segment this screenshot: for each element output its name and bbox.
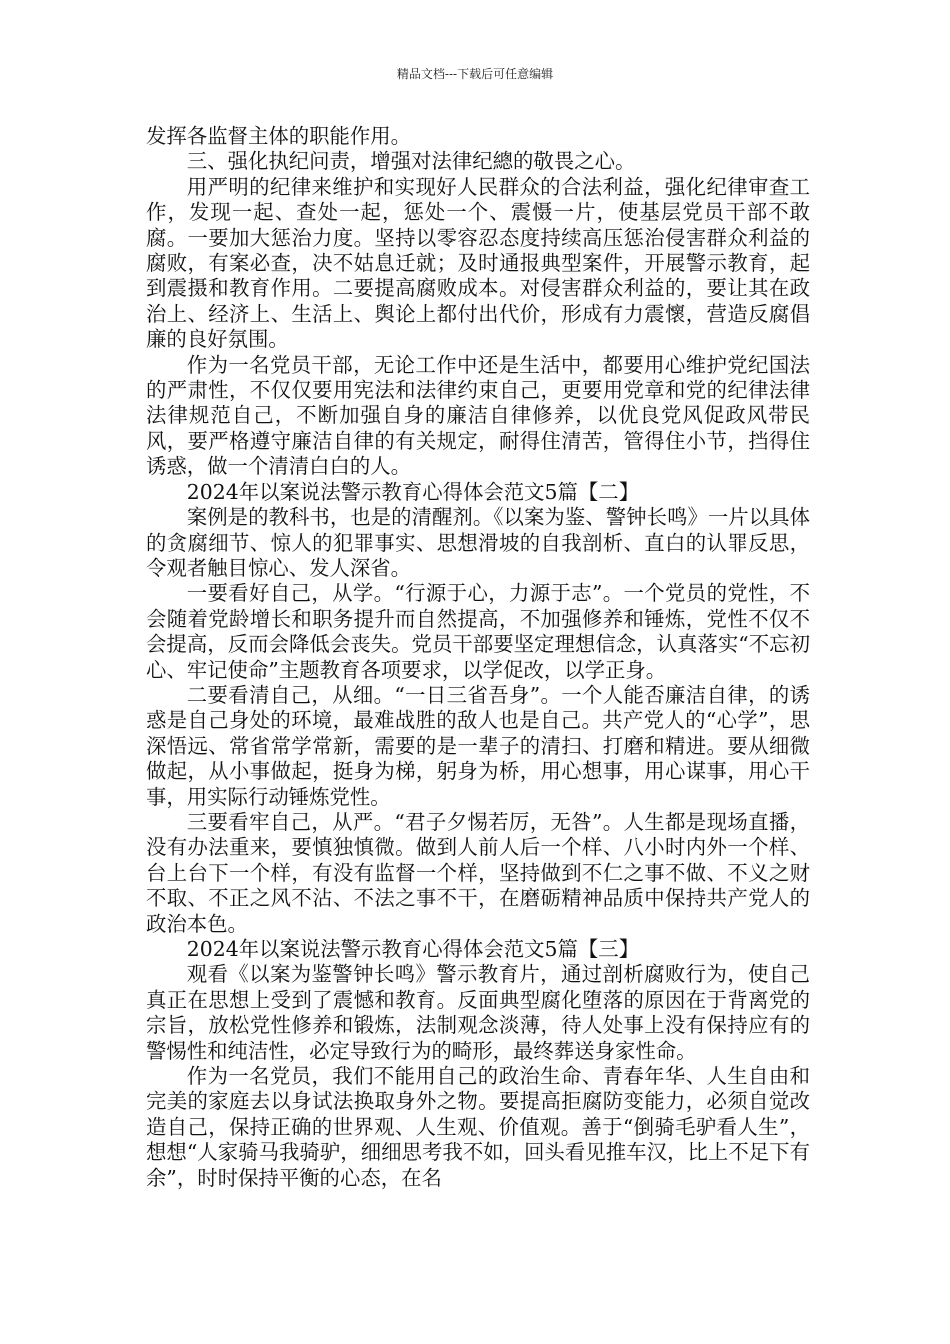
section-heading-three: 三、强化执纪问责，增强对法律纪總的敬畏之心。	[186, 149, 636, 174]
paragraph-continuation: 发挥各监督主体的职能作用。	[146, 124, 412, 148]
paragraph: 三要看牢自己，从严。“君子夕惕若厉，无咎”。人生都是现场直播，没有办法重来，要慎独慎微。做到人前人后一个样、八小时内外一个样、台上台下一个样，有没有监督一个样，坚持做到不仁之事不做、不义之财不取、不正之风不沾、不法之事不干，在磨砺精神品质中保持共产党人的政治本色。	[146, 809, 810, 936]
paragraph: 作为一名党员干部，无论工作中还是生活中，都要用心维护党纪国法的严肃性，不仅仅要用宪法和法律约束自己，更要用党章和党的纪律法律法律规范自己，不断加强自身的廉洁自律修养，以优良党风促政风带民风，要严格遵守廉洁自律的有关规定，耐得住清苦，管得住小节，挡得住诱惑，做一个清清白白的人。	[146, 352, 810, 479]
paragraph: 二要看清自己，从细。“一日三省吾身”。一个人能否廉洁自律，的诱惑是自己身处的环境，最难战胜的敌人也是自己。共产党人的“心学”，思深悟远、常省常学常新，需要的是一辈子的清扫、打磨和精进。要从细微做起，从小事做起，挺身为梯，躬身为桥，用心想事，用心谋事，用心干事，用实际行动锤炼党性。	[146, 682, 810, 809]
paragraph: 作为一名党员，我们不能用自己的政治生命、青春年华、人生自由和完美的家庭去以身试法换取身外之物。要提高拒腐防变能力，必须自觉改造自己，保持正确的世界观、人生观、价值观。善于“倒骑毛驴看人生”，想想“人家骑马我骑驴，细细思考我不如，回头看见推车汉，比上不足下有余”，时时保持平衡的心态，在名	[146, 1064, 810, 1190]
paragraph: 一要看好自己，从学。“行源于心，力源于志”。一个党员的党性，不会随着党龄增长和职务提升而自然提高，不加强修养和锤炼，党性不仅不会提高，反而会降低会丧失。党员干部要坚定理想信念，认真落实“不忘初心、牢记使命”主题教育各项要求，以学促改，以学正身。	[146, 581, 810, 682]
page-header: 精品文档---下载后可任意编辑	[396, 67, 554, 81]
article-title-three: 2024年以案说法警示教育心得体会范文5篇【三】	[186, 937, 640, 961]
document-body	[146, 124, 810, 1191]
paragraph: 观看《以案为鉴警钟长鸣》警示教育片，通过剖析腐败行为，使自己真正在思想上受到了震憾和教育。反面典型腐化堕落的原因在于背离党的宗旨，放松党性修养和锻炼，法制观念淡薄，待人处事上没有保持应有的警惕性和纯洁性，必定导致行为的畸形，最终葬送身家性命。	[146, 962, 810, 1063]
article-title-two: 2024年以案说法警示教育心得体会范文5篇【二】	[186, 479, 640, 504]
paragraph: 用严明的纪律来维护和实现好人民群众的合法利益，强化纪律审查工作，发现一起、查处一起，惩处一个、震慑一片，使基层党员干部不敢腐。一要加大惩治力度。坚持以零容忍态度持续高压惩治侵害群众利益的腐败，有案必查，决不姑息迁就；及时通报典型案件，开展警示教育，起到震摄和教育作用。二要提高腐败成本。对侵害群众利益的，要让其在政治上、经济上、生活上、舆论上都付出代价，形成有力震懷，营造反腐倡廉的良好氛围。	[146, 174, 810, 352]
paragraph: 案例是的教科书，也是的清醒剂。《以案为鉴、警钟长鸣》一片以具体的贪腐细节、惊人的犯罪事实、思想滑坡的自我剖析、直白的认罪反思，令观者触目惊心、发人深省。	[146, 505, 810, 580]
